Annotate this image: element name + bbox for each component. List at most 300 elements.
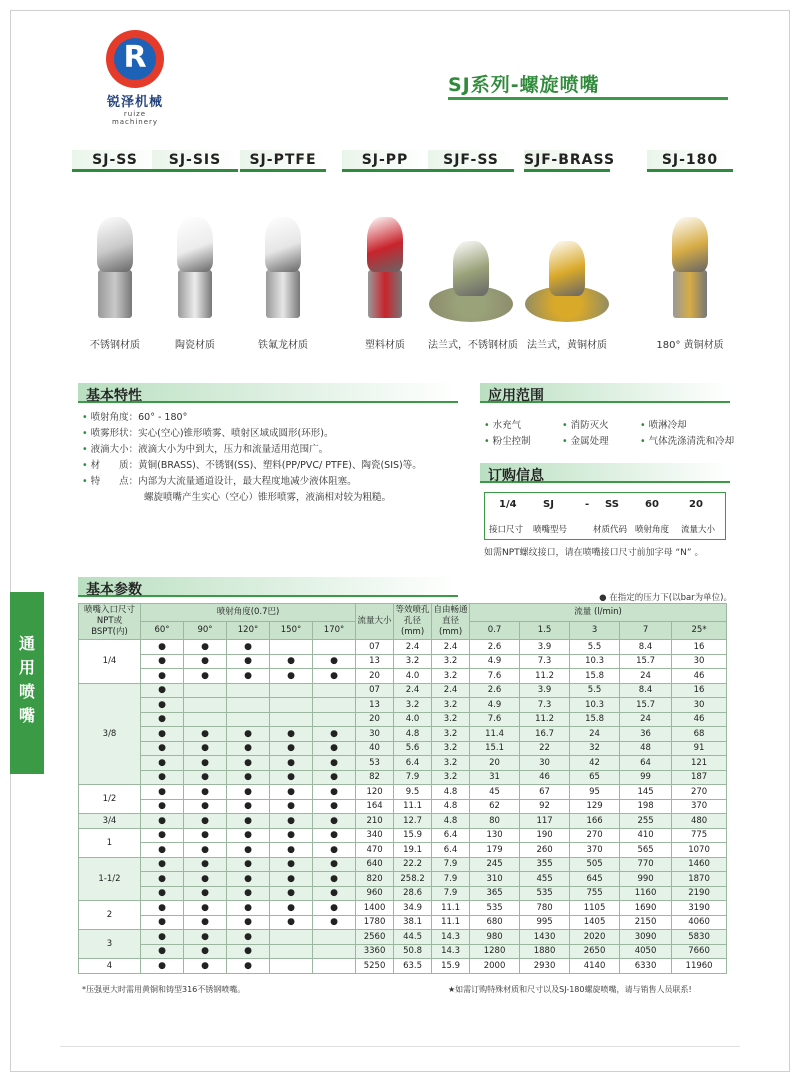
nozzle-image [342,192,428,332]
flow-cell: 980 [470,930,520,945]
angle-empty-cell [227,712,270,727]
free-pass-cell: 3.2 [432,712,470,727]
flow-cell: 7.3 [520,698,570,713]
angle-dot-icon: ● [313,828,356,843]
angle-dot-icon: ● [227,654,270,669]
angle-dot-icon: ● [141,843,184,858]
angle-dot-icon: ● [313,886,356,901]
angle-dot-icon: ● [141,712,184,727]
flow-cell: 80 [470,814,520,829]
flow-cell: 770 [620,857,672,872]
basic-properties [82,410,462,506]
flow-cell: 3.9 [520,640,570,655]
orifice-cell: 2.4 [394,683,432,698]
flow-cell: 65 [570,770,620,785]
flow-cell: 46 [672,669,727,684]
model-card [72,150,158,351]
orifice-cell: 44.5 [394,930,432,945]
property-label: 喷雾形状： [90,428,139,439]
order-label: 流量大小 [681,525,716,535]
inlet-size-cell: 4 [79,959,141,974]
bullet-icon: • [82,444,88,455]
angle-dot-icon: ● [184,669,227,684]
angle-empty-cell [313,683,356,698]
free-pass-cell: 7.9 [432,857,470,872]
inlet-size-cell: 3 [79,930,141,959]
angle-dot-icon: ● [184,785,227,800]
angle-dot-icon: ● [313,756,356,771]
flow-cell: 2000 [470,959,520,974]
spiral-shape [177,217,213,272]
flow-cell: 310 [470,872,520,887]
title-underline [448,97,728,100]
angle-dot-icon: ● [270,654,313,669]
header-angle: 90° [184,622,227,640]
flow-cell: 62 [470,799,520,814]
flow-cell: 1460 [672,857,727,872]
flow-cell: 4.9 [470,654,520,669]
flow-cell: 1070 [672,843,727,858]
model-gallery [72,150,732,350]
property-row [82,458,462,474]
flow-cell: 270 [570,828,620,843]
angle-empty-cell [270,640,313,655]
side-tab-char: 通 [18,634,35,653]
brand-name-en: ruize machinery [111,110,159,126]
order-code: SJ [543,499,554,510]
flow-size-cell: 1400 [356,901,394,916]
free-pass-cell: 3.2 [432,756,470,771]
angle-dot-icon: ● [141,872,184,887]
orifice-cell: 34.9 [394,901,432,916]
application-label: 水充气 [492,420,522,431]
spiral-shape [672,217,708,272]
model-caption: 铁氟龙材质 [258,340,308,351]
angle-dot-icon: ● [227,930,270,945]
application-label: 粉尘控制 [492,436,531,447]
model-card [240,150,326,351]
flow-cell: 645 [570,872,620,887]
flow-cell: 16.7 [520,727,570,742]
angle-dot-icon: ● [227,828,270,843]
header-angle: 170° [313,622,356,640]
application-item [640,434,735,450]
angle-dot-icon: ● [227,915,270,930]
flow-cell: 24 [570,727,620,742]
angle-dot-icon: ● [141,669,184,684]
angle-empty-cell [184,698,227,713]
side-tab-char: 用 [18,658,35,677]
flow-cell: 145 [620,785,672,800]
property-value: 内部为大流量通道设计，最大程度地减少液体阻塞。 [138,476,357,487]
inlet-size-cell: 1-1/2 [79,857,141,901]
angle-dot-icon: ● [141,857,184,872]
flow-cell: 990 [620,872,672,887]
angle-dot-icon: ● [184,640,227,655]
angle-dot-icon: ● [227,857,270,872]
model-tag: SJ-SIS [152,150,238,172]
table-row [79,843,727,858]
nozzle-image [524,192,610,332]
unit-note: ● 在指定的压力下(以bar为单位)。 [599,593,732,603]
bullet-icon: • [82,460,88,471]
model-caption: 180° 黄铜材质 [656,340,724,351]
table-row [79,872,727,887]
model-tag: SJ-PP [342,150,428,172]
flow-cell: 91 [672,741,727,756]
flow-cell: 95 [570,785,620,800]
free-pass-cell: 3.2 [432,654,470,669]
angle-dot-icon: ● [184,654,227,669]
property-row [82,474,462,490]
table-row [79,712,727,727]
params-section-title: 基本参数 [78,577,458,597]
angle-dot-icon: ● [270,886,313,901]
angle-empty-cell [270,930,313,945]
angle-dot-icon: ● [270,669,313,684]
header-angle: 120° [227,622,270,640]
flow-size-cell: 07 [356,683,394,698]
angle-dot-icon: ● [184,756,227,771]
logo-icon [106,30,164,88]
spiral-shape [265,217,301,272]
angle-dot-icon: ● [313,654,356,669]
application-item [640,418,730,434]
spiral-shape [97,217,133,272]
angle-dot-icon: ● [184,959,227,974]
angle-empty-cell [270,683,313,698]
table-row [79,915,727,930]
order-code: 60 [645,499,659,510]
flow-cell: 680 [470,915,520,930]
order-code-box [484,492,726,540]
table-row [79,828,727,843]
angle-empty-cell [313,640,356,655]
angle-dot-icon: ● [313,770,356,785]
flow-cell: 755 [570,886,620,901]
angle-dot-icon: ● [141,698,184,713]
angle-dot-icon: ● [141,828,184,843]
angle-dot-icon: ● [227,901,270,916]
flow-cell: 775 [672,828,727,843]
flow-cell: 270 [672,785,727,800]
flow-cell: 190 [520,828,570,843]
application-label: 气体洗涤清洗和冷却 [648,436,735,447]
application-item [562,418,640,434]
model-card [428,150,518,351]
header-pressure: 3 [570,622,620,640]
flow-cell: 245 [470,857,520,872]
angle-dot-icon: ● [313,872,356,887]
orifice-cell: 5.6 [394,741,432,756]
property-label: 液滴大小： [90,444,139,455]
application-label: 金属处理 [570,436,609,447]
table-row [79,654,727,669]
free-pass-cell: 3.2 [432,727,470,742]
flow-cell: 68 [672,727,727,742]
flow-cell: 4060 [672,915,727,930]
spiral-shape [549,241,585,296]
flow-size-cell: 1780 [356,915,394,930]
nozzle-thread-shape [266,270,300,318]
nozzle-image [152,192,238,332]
header-orifice: 等效喷孔孔径(mm) [394,604,432,640]
header-pressure: 0.7 [470,622,520,640]
angle-dot-icon: ● [227,799,270,814]
flow-cell: 64 [620,756,672,771]
angle-dot-icon: ● [184,872,227,887]
flow-cell: 8.4 [620,683,672,698]
side-tab-char: 嘴 [18,706,35,725]
table-row [79,756,727,771]
flow-size-cell: 3360 [356,944,394,959]
angle-dot-icon: ● [227,785,270,800]
angle-dot-icon: ● [184,727,227,742]
orifice-cell: 12.7 [394,814,432,829]
flow-cell: 995 [520,915,570,930]
flow-cell: 45 [470,785,520,800]
flow-cell: 15.1 [470,741,520,756]
angle-dot-icon: ● [141,756,184,771]
orifice-cell: 11.1 [394,799,432,814]
angle-dot-icon: ● [184,814,227,829]
free-pass-cell: 3.2 [432,741,470,756]
flow-cell: 92 [520,799,570,814]
flow-cell: 15.8 [570,669,620,684]
flow-cell: 480 [672,814,727,829]
header-inlet: 喷嘴入口尺寸NPT或BSPT(内) [79,604,141,640]
flow-cell: 4140 [570,959,620,974]
flow-cell: 7.6 [470,669,520,684]
property-value: 液滴大小为中到大，压力和流量适用范围广。 [138,444,329,455]
inlet-size-cell: 1/4 [79,640,141,684]
orifice-cell: 3.2 [394,654,432,669]
bullet-icon: • [484,436,490,447]
flow-size-cell: 53 [356,756,394,771]
header-flow-group: 流量 (l/min) [470,604,727,622]
model-caption: 不锈钢材质 [90,340,140,351]
property-row [82,426,462,442]
free-pass-cell: 14.3 [432,930,470,945]
angle-dot-icon: ● [313,741,356,756]
angle-dot-icon: ● [141,785,184,800]
order-code: 1/4 [499,499,517,510]
table-row [79,785,727,800]
table-row [79,799,727,814]
flow-cell: 255 [620,814,672,829]
flow-size-cell: 640 [356,857,394,872]
flow-cell: 3.9 [520,683,570,698]
table-row [79,669,727,684]
free-pass-cell: 11.1 [432,915,470,930]
flow-cell: 565 [620,843,672,858]
flow-size-cell: 470 [356,843,394,858]
header-pressure: 7 [620,622,672,640]
free-pass-cell: 3.2 [432,770,470,785]
flow-size-cell: 5250 [356,959,394,974]
table-row [79,683,727,698]
flow-size-cell: 20 [356,669,394,684]
flow-cell: 7660 [672,944,727,959]
angle-dot-icon: ● [313,669,356,684]
bullet-icon: • [484,420,490,431]
flow-cell: 11.2 [520,669,570,684]
flow-cell: 31 [470,770,520,785]
flow-cell: 535 [470,901,520,916]
angle-dot-icon: ● [141,741,184,756]
free-pass-cell: 15.9 [432,959,470,974]
table-row [79,727,727,742]
angle-dot-icon: ● [270,828,313,843]
angle-dot-icon: ● [270,785,313,800]
angle-empty-cell [313,930,356,945]
flow-cell: 11.2 [520,712,570,727]
property-row [82,442,462,458]
free-pass-cell: 2.4 [432,640,470,655]
flow-cell: 16 [672,683,727,698]
header-pressure: 1.5 [520,622,570,640]
table-row [79,741,727,756]
footnote-right: ★如需订购特殊材质和尺寸以及SJ-180螺旋喷嘴，请与销售人员联系! [448,985,692,994]
nozzle-thread-shape [368,270,402,318]
angle-dot-icon: ● [227,944,270,959]
angle-dot-icon: ● [227,727,270,742]
angle-dot-icon: ● [313,843,356,858]
flow-cell: 32 [570,741,620,756]
free-pass-cell: 6.4 [432,843,470,858]
table-row [79,698,727,713]
angle-dot-icon: ● [227,959,270,974]
flow-cell: 355 [520,857,570,872]
application-list [484,418,734,450]
flow-cell: 7.3 [520,654,570,669]
angle-dot-icon: ● [227,886,270,901]
angle-dot-icon: ● [184,901,227,916]
angle-empty-cell [313,959,356,974]
inlet-size-cell: 3/8 [79,683,141,785]
flow-cell: 179 [470,843,520,858]
flow-cell: 780 [520,901,570,916]
flow-cell: 187 [672,770,727,785]
angle-dot-icon: ● [270,901,313,916]
spiral-shape [367,217,403,272]
angle-dot-icon: ● [227,756,270,771]
angle-dot-icon: ● [313,901,356,916]
angle-empty-cell [270,959,313,974]
side-tab-char: 喷 [18,682,35,701]
flow-size-cell: 120 [356,785,394,800]
table-row [79,886,727,901]
application-item [484,418,562,434]
inlet-size-cell: 1/2 [79,785,141,814]
orifice-cell: 28.6 [394,886,432,901]
flow-cell: 4050 [620,944,672,959]
flow-cell: 48 [620,741,672,756]
flow-cell: 22 [520,741,570,756]
free-pass-cell: 4.8 [432,814,470,829]
angle-dot-icon: ● [184,828,227,843]
flow-size-cell: 13 [356,654,394,669]
angle-dot-icon: ● [141,814,184,829]
order-label: 材质代码 [593,525,628,535]
model-tag: SJF-BRASS [524,150,610,172]
property-value: 60° - 180° [138,412,188,423]
flow-cell: 370 [570,843,620,858]
angle-dot-icon: ● [313,857,356,872]
angle-empty-cell [227,683,270,698]
property-row [82,410,462,426]
angle-dot-icon: ● [270,857,313,872]
order-label: 喷嘴型号 [533,525,568,535]
flow-cell: 15.7 [620,698,672,713]
flow-cell: 130 [470,828,520,843]
angle-dot-icon: ● [184,886,227,901]
free-pass-cell: 3.2 [432,669,470,684]
flow-size-cell: 82 [356,770,394,785]
orifice-cell: 19.1 [394,843,432,858]
page-title: SJ系列-螺旋喷嘴 [448,74,600,96]
flow-cell: 30 [520,756,570,771]
flow-size-cell: 164 [356,799,394,814]
table-row [79,959,727,974]
angle-dot-icon: ● [270,814,313,829]
header-flow-size: 流量大小 [356,604,394,640]
flow-cell: 2020 [570,930,620,945]
flow-cell: 11960 [672,959,727,974]
flow-size-cell: 2560 [356,930,394,945]
header-angle: 150° [270,622,313,640]
orifice-cell: 4.0 [394,669,432,684]
angle-dot-icon: ● [313,785,356,800]
flow-cell: 1880 [520,944,570,959]
application-item [562,434,640,450]
brand-logo [100,30,170,126]
order-code: 20 [689,499,703,510]
orifice-cell: 63.5 [394,959,432,974]
flow-cell: 15.7 [620,654,672,669]
flow-cell: 3190 [672,901,727,916]
flow-size-cell: 30 [356,727,394,742]
bullet-icon: • [82,428,88,439]
inlet-size-cell: 2 [79,901,141,930]
bullet-icon: • [82,412,88,423]
angle-dot-icon: ● [141,959,184,974]
inlet-size-cell: 3/4 [79,814,141,829]
flow-cell: 2150 [620,915,672,930]
table-row [79,901,727,916]
bullet-icon: • [562,420,568,431]
angle-dot-icon: ● [141,799,184,814]
flow-cell: 365 [470,886,520,901]
model-caption: 塑料材质 [365,340,405,351]
angle-dot-icon: ● [141,727,184,742]
free-pass-cell: 2.4 [432,683,470,698]
property-label: 材 质： [90,460,139,471]
nozzle-thread-shape [673,270,707,318]
angle-dot-icon: ● [313,727,356,742]
table-row [79,640,727,655]
header-angle: 60° [141,622,184,640]
flow-cell: 36 [620,727,672,742]
angle-dot-icon: ● [184,741,227,756]
orifice-cell: 258.2 [394,872,432,887]
header-free-pass: 自由畅通直径(mm) [432,604,470,640]
angle-dot-icon: ● [227,770,270,785]
angle-dot-icon: ● [184,930,227,945]
angle-dot-icon: ● [141,901,184,916]
flow-cell: 5.5 [570,683,620,698]
free-pass-cell: 14.3 [432,944,470,959]
